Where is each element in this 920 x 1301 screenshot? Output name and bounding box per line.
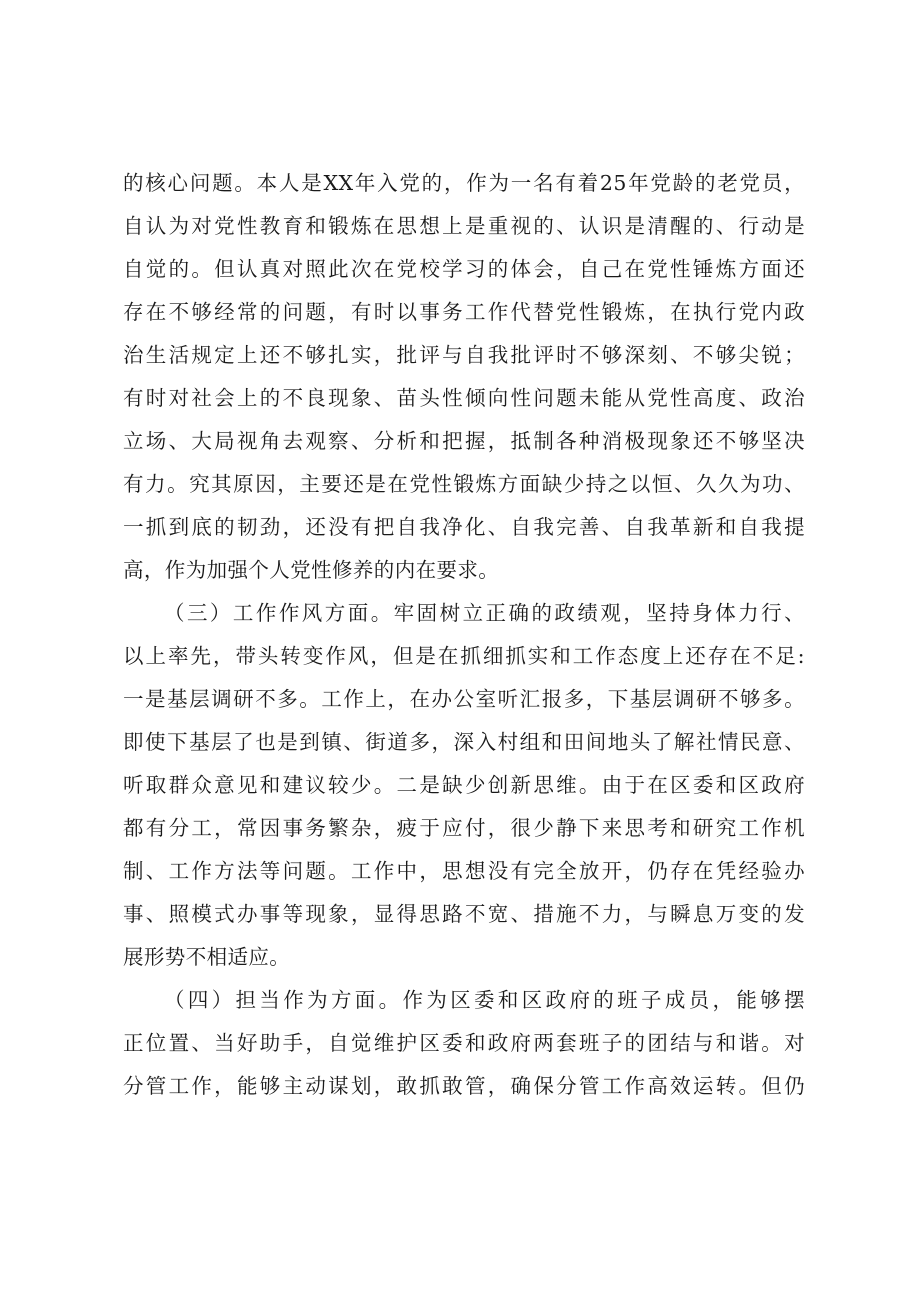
text-line: 展形势不相适应。	[123, 945, 291, 969]
paragraph-responsibility	[123, 979, 805, 1108]
text-line: 听取群众意见和建议较少。二是缺少创新思维。由于在区委和区政府	[123, 773, 805, 797]
text-line: 有时对社会上的不良现象、苗头性倾向性问题未能从党性高度、政治	[123, 386, 805, 410]
text-line: 制、工作方法等问题。工作中，思想没有完全放开，仍存在凭经验办	[123, 859, 805, 883]
text-line: 治生活规定上还不够扎实，批评与自我批评时不够深刻、不够尖锐；	[123, 343, 805, 367]
paragraph-work-style	[123, 592, 805, 979]
text-line: 存在不够经常的问题，有时以事务工作代替党性锻炼，在执行党内政	[123, 300, 805, 324]
text-line: 事、照模式办事等现象，显得思路不宽、措施不力，与瞬息万变的发	[123, 902, 805, 926]
text-line: 一抓到底的韧劲，还没有把自我净化、自我完善、自我革新和自我提	[123, 515, 805, 539]
text-line: 都有分工，常因事务繁杂，疲于应付，很少静下来思考和研究工作机	[123, 816, 805, 840]
text-line: 立场、大局视角去观察、分析和把握，抵制各种消极现象还不够坚决	[123, 429, 805, 453]
text-line: 有力。究其原因，主要还是在党性锻炼方面缺少持之以恒、久久为功、	[123, 472, 805, 496]
text-line: 分管工作，能够主动谋划，敢抓敢管，确保分管工作高效运转。但仍	[123, 1074, 805, 1098]
text-line: 自认为对党性教育和锻炼在思想上是重视的、认识是清醒的、行动是	[123, 214, 805, 238]
text-line: 高，作为加强个人党性修养的内在要求。	[123, 558, 500, 582]
text-line: 正位置、当好助手，自觉维护区委和政府两套班子的团结与和谐。对	[123, 1031, 805, 1055]
paragraph-party-spirit	[123, 162, 805, 592]
section-heading-line: （三）工作作风方面。牢固树立正确的政绩观，坚持身体力行、	[164, 601, 805, 625]
text-line: 以上率先，带头转变作风，但是在抓细抓实和工作态度上还存在不足:	[123, 644, 805, 668]
section-heading-line: （四）担当作为方面。作为区委和区政府的班子成员，能够摆	[164, 988, 805, 1012]
text-line: 的核心问题。本人是XX年入党的，作为一名有着25年党龄的老党员，	[123, 171, 805, 195]
text-line: 自觉的。但认真对照此次在党校学习的体会，自己在党性锤炼方面还	[123, 257, 805, 281]
text-line: 一是基层调研不多。工作上，在办公室听汇报多，下基层调研不够多。	[123, 687, 805, 711]
text-line: 即使下基层了也是到镇、街道多，深入村组和田间地头了解社情民意、	[123, 730, 805, 754]
